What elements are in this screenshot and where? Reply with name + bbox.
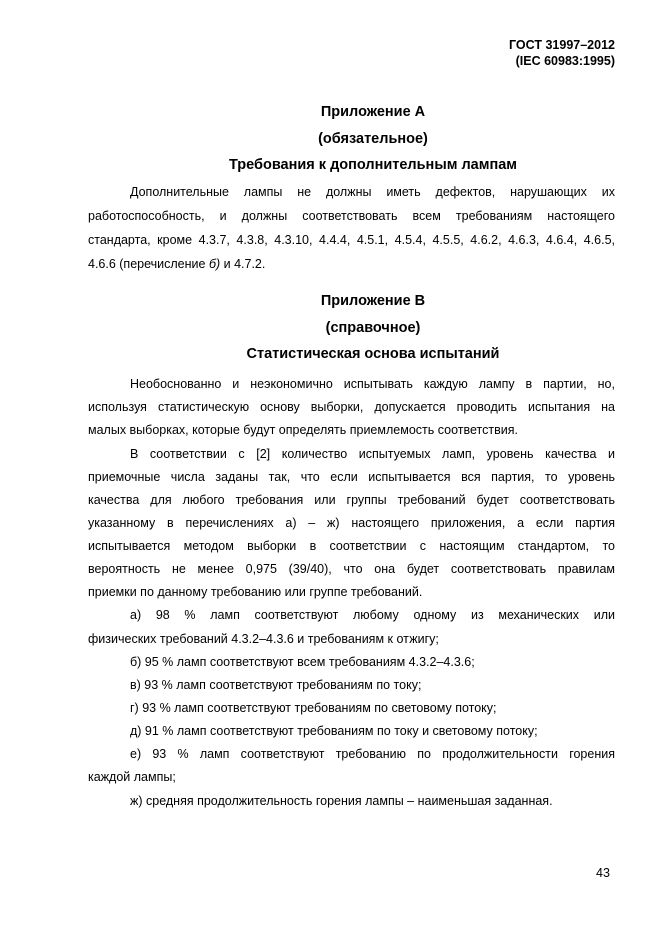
list-item: д) 91 % ламп соответствуют требованиям по току и световому потоку; — [130, 724, 538, 738]
list-item: б) 95 % ламп соответствуют всем требованиям 4.3.2–4.3.6; — [130, 655, 475, 669]
text-line: Дополнительные лампы не должны иметь дефектов, нарушающих их — [130, 185, 615, 199]
appendix-b-subtitle: Статистическая основа испытаний — [246, 346, 500, 362]
text-line: физических требований 4.3.2–4.3.6 и требованиям к отжигу; — [88, 632, 439, 646]
list-item: ж) средняя продолжительность горения лампы – наименьшая заданная. — [130, 794, 553, 808]
text-line: каждой лампы; — [88, 770, 176, 784]
appendix-a-title: Приложение А — [320, 104, 426, 120]
text-line: В соответствии с [2] количество испытуемых ламп, уровень качества и — [130, 447, 615, 461]
text-fragment: 4.6.6 (перечисление — [88, 257, 209, 271]
text-line: указанному в перечислениях а) – ж) настоящего приложения, а если партия — [88, 516, 615, 530]
appendix-b-title: Приложение В — [320, 293, 426, 309]
text-line: качества для любого требования или группы требований будет соответствовать — [88, 493, 615, 507]
text-line: стандарта, кроме 4.3.7, 4.3.8, 4.3.10, 4.4.4, 4.5.1, 4.5.4, 4.5.5, 4.6.2, 4.6.3, 4.6.4, 4.6.5, — [88, 233, 615, 247]
text-line: испытывается методом выборки в соответствии с настоящим стандартом, то — [88, 539, 615, 553]
text-fragment-italic: б) — [208, 257, 221, 271]
appendix-b-status: (справочное) — [325, 320, 421, 336]
text-line: вероятность не менее 0,975 (39/40), что она будет соответствовать правилам — [88, 562, 615, 576]
text-line: приемки по данному требованию или группе требований. — [88, 585, 423, 599]
list-item: а) 98 % ламп соответствуют любому одному из механических или — [130, 608, 615, 622]
list-item: в) 93 % ламп соответствуют требованиям по току; — [130, 678, 422, 692]
appendix-a-status: (обязательное) — [318, 131, 428, 147]
text-line: используя статистическую основу выборки, допускается проводить испытания на — [88, 400, 615, 414]
text-fragment: и 4.7.2. — [220, 257, 266, 271]
text-line — [88, 256, 615, 272]
text-line: работоспособность, и должны соответствовать всем требованиям настоящего — [88, 209, 615, 223]
text-line: Необоснованно и неэкономично испытывать каждую лампу в партии, но, — [130, 377, 615, 391]
page-number: 43 — [596, 866, 610, 880]
list-item: г) 93 % ламп соответствуют требованиям по световому потоку; — [130, 701, 497, 715]
text-line: малых выборках, которые будут определять приемлемость соответствия. — [88, 423, 518, 437]
text-line: приемочные числа заданы так, что если испытывается вся партия, то уровень — [88, 470, 615, 484]
list-item: е) 93 % ламп соответствуют требованию по продолжительности горения — [130, 747, 615, 761]
standard-number: ГОСТ 31997–2012 — [509, 38, 615, 52]
appendix-a-subtitle: Требования к дополнительным лампам — [228, 157, 518, 173]
iec-reference: (IEC 60983:1995) — [515, 54, 615, 68]
